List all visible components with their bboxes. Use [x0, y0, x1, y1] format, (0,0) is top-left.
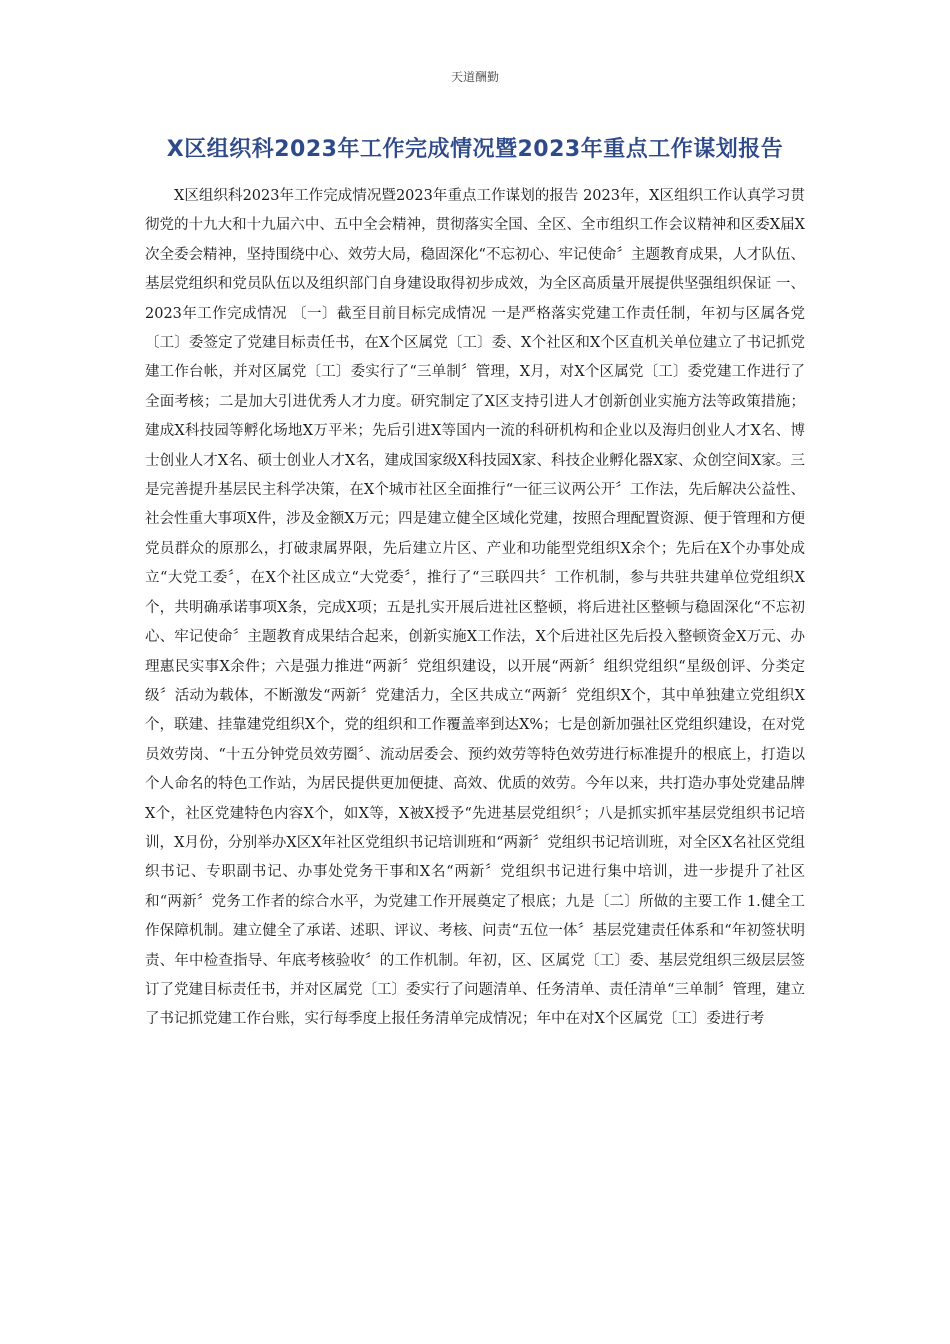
page-header: 天道酬勤 [450, 70, 499, 84]
document-body: X区组织科2023年工作完成情况暨2023年重点工作谋划的报告 2023年，X区组织工作认真学习贯彻党的十九大和十九届六中、五中全会精神，贯彻落实全国、全区、全市组织工作会议精神和区委X届X次全委会精神，坚持围绕中心、效劳大局，稳固深化“不忘初心、牢记使命〞主题教育成果，人才队伍、基层党组织和党员队伍以及组织部门自身建设取得初步成效，为全区高质量开展提供坚强组织保证 一、2023年工作完成情况 〔一〕截至目前目标完成情况 一是严格落实党建工作责任制，年初与区属各党〔工〕委签定了党建目标责任书，在X个区属党〔工〕委、X个社区和X个区直机关单位建立了书记抓党建工作台帐，并对区属党〔工〕委实行了“三单制〞管理，X月，对X个区属党〔工〕委党建工作进行了全面考核；二是加大引进优秀人才力度。研究制定了X区支持引进人才创新创业实施方法等政策措施；建成X科技园等孵化场地X万平米；先后引进X等国内一流的科研机构和企业以及海归创业人才X名、博士创业人才X名、硕士创业人才X名，建成国家级X科技园X家、科技企业孵化器X家、众创空间X家。三是完善提升基层民主科学决策，在X个城市社区全面推行“一征三议两公开〞工作法，先后解决公益性、社会性重大事项X件，涉及金额X万元；四是建立健全区域化党建，按照合理配置资源、便于管理和方便党员群众的原那么，打破隶属界限，先后建立片区、产业和功能型党组织X余个；先后在X个办事处成立“大党工委〞，在X个社区成立“大党委〞，推行了“三联四共〞工作机制，参与共驻共建单位党组织X个，共明确承诺事项X条，完成X项；五是扎实开展后进社区整顿，将后进社区整顿与稳固深化“不忘初心、牢记使命〞主题教育成果结合起来，创新实施X工作法，X个后进社区先后投入整顿资金X万元、办理惠民实事X余件；六是强力推进“两新〞党组织建设，以开展“两新〞组织党组织“星级创评、分类定级〞活动为载体，不断激发“两新〞党建活力，全区共成立“两新〞党组织X个，其中单独建立党组织X个，联建、挂靠建党组织X个，党的组织和工作覆盖率到达X%；七是创新加强社区党组织建设，在对党员效劳岗、“十五分钟党员效劳圈〞、流动居委会、预约效劳等特色效劳进行标准提升的根底上，打造以个人命名的特色工作站，为居民提供更加便捷、高效、优质的效劳。今年以来，共打造办事处党建品牌X个，社区党建特色内容X个，如X等，X被X授予“先进基层党组织〞；八是抓实抓牢基层党组织书记培训，X月份，分别举办X区X年社区党组织书记培训班和“两新〞党组织书记培训班，对全区X名社区党组织书记、专职副书记、办事处党务干事和X名“两新〞党组织书记进行集中培训，进一步提升了社区和“两新〞党务工作者的综合水平，为党建工作开展奠定了根底；九是〔二〕所做的主要工作 1.健全工作保障机制。建立健全了承诺、述职、评议、考核、问责“五位一体〞基层党建责任体系和“年初签状明责、年中检查指导、年底考核验收〞的工作机制。年初，区、区属党〔工〕委、基层党组织三级层层签订了党建目标责任书，并对区属党〔工〕委实行了问题清单、任务清单、责任清单“三单制〞管理，建立了书记抓党建工作台账，实行每季度上报任务清单完成情况；年中在对X个区属党〔工〕委进行考 [145, 188, 805, 1028]
document-title: X区组织科2023年工作完成情况暨2023年重点工作谋划报告 [166, 137, 784, 162]
